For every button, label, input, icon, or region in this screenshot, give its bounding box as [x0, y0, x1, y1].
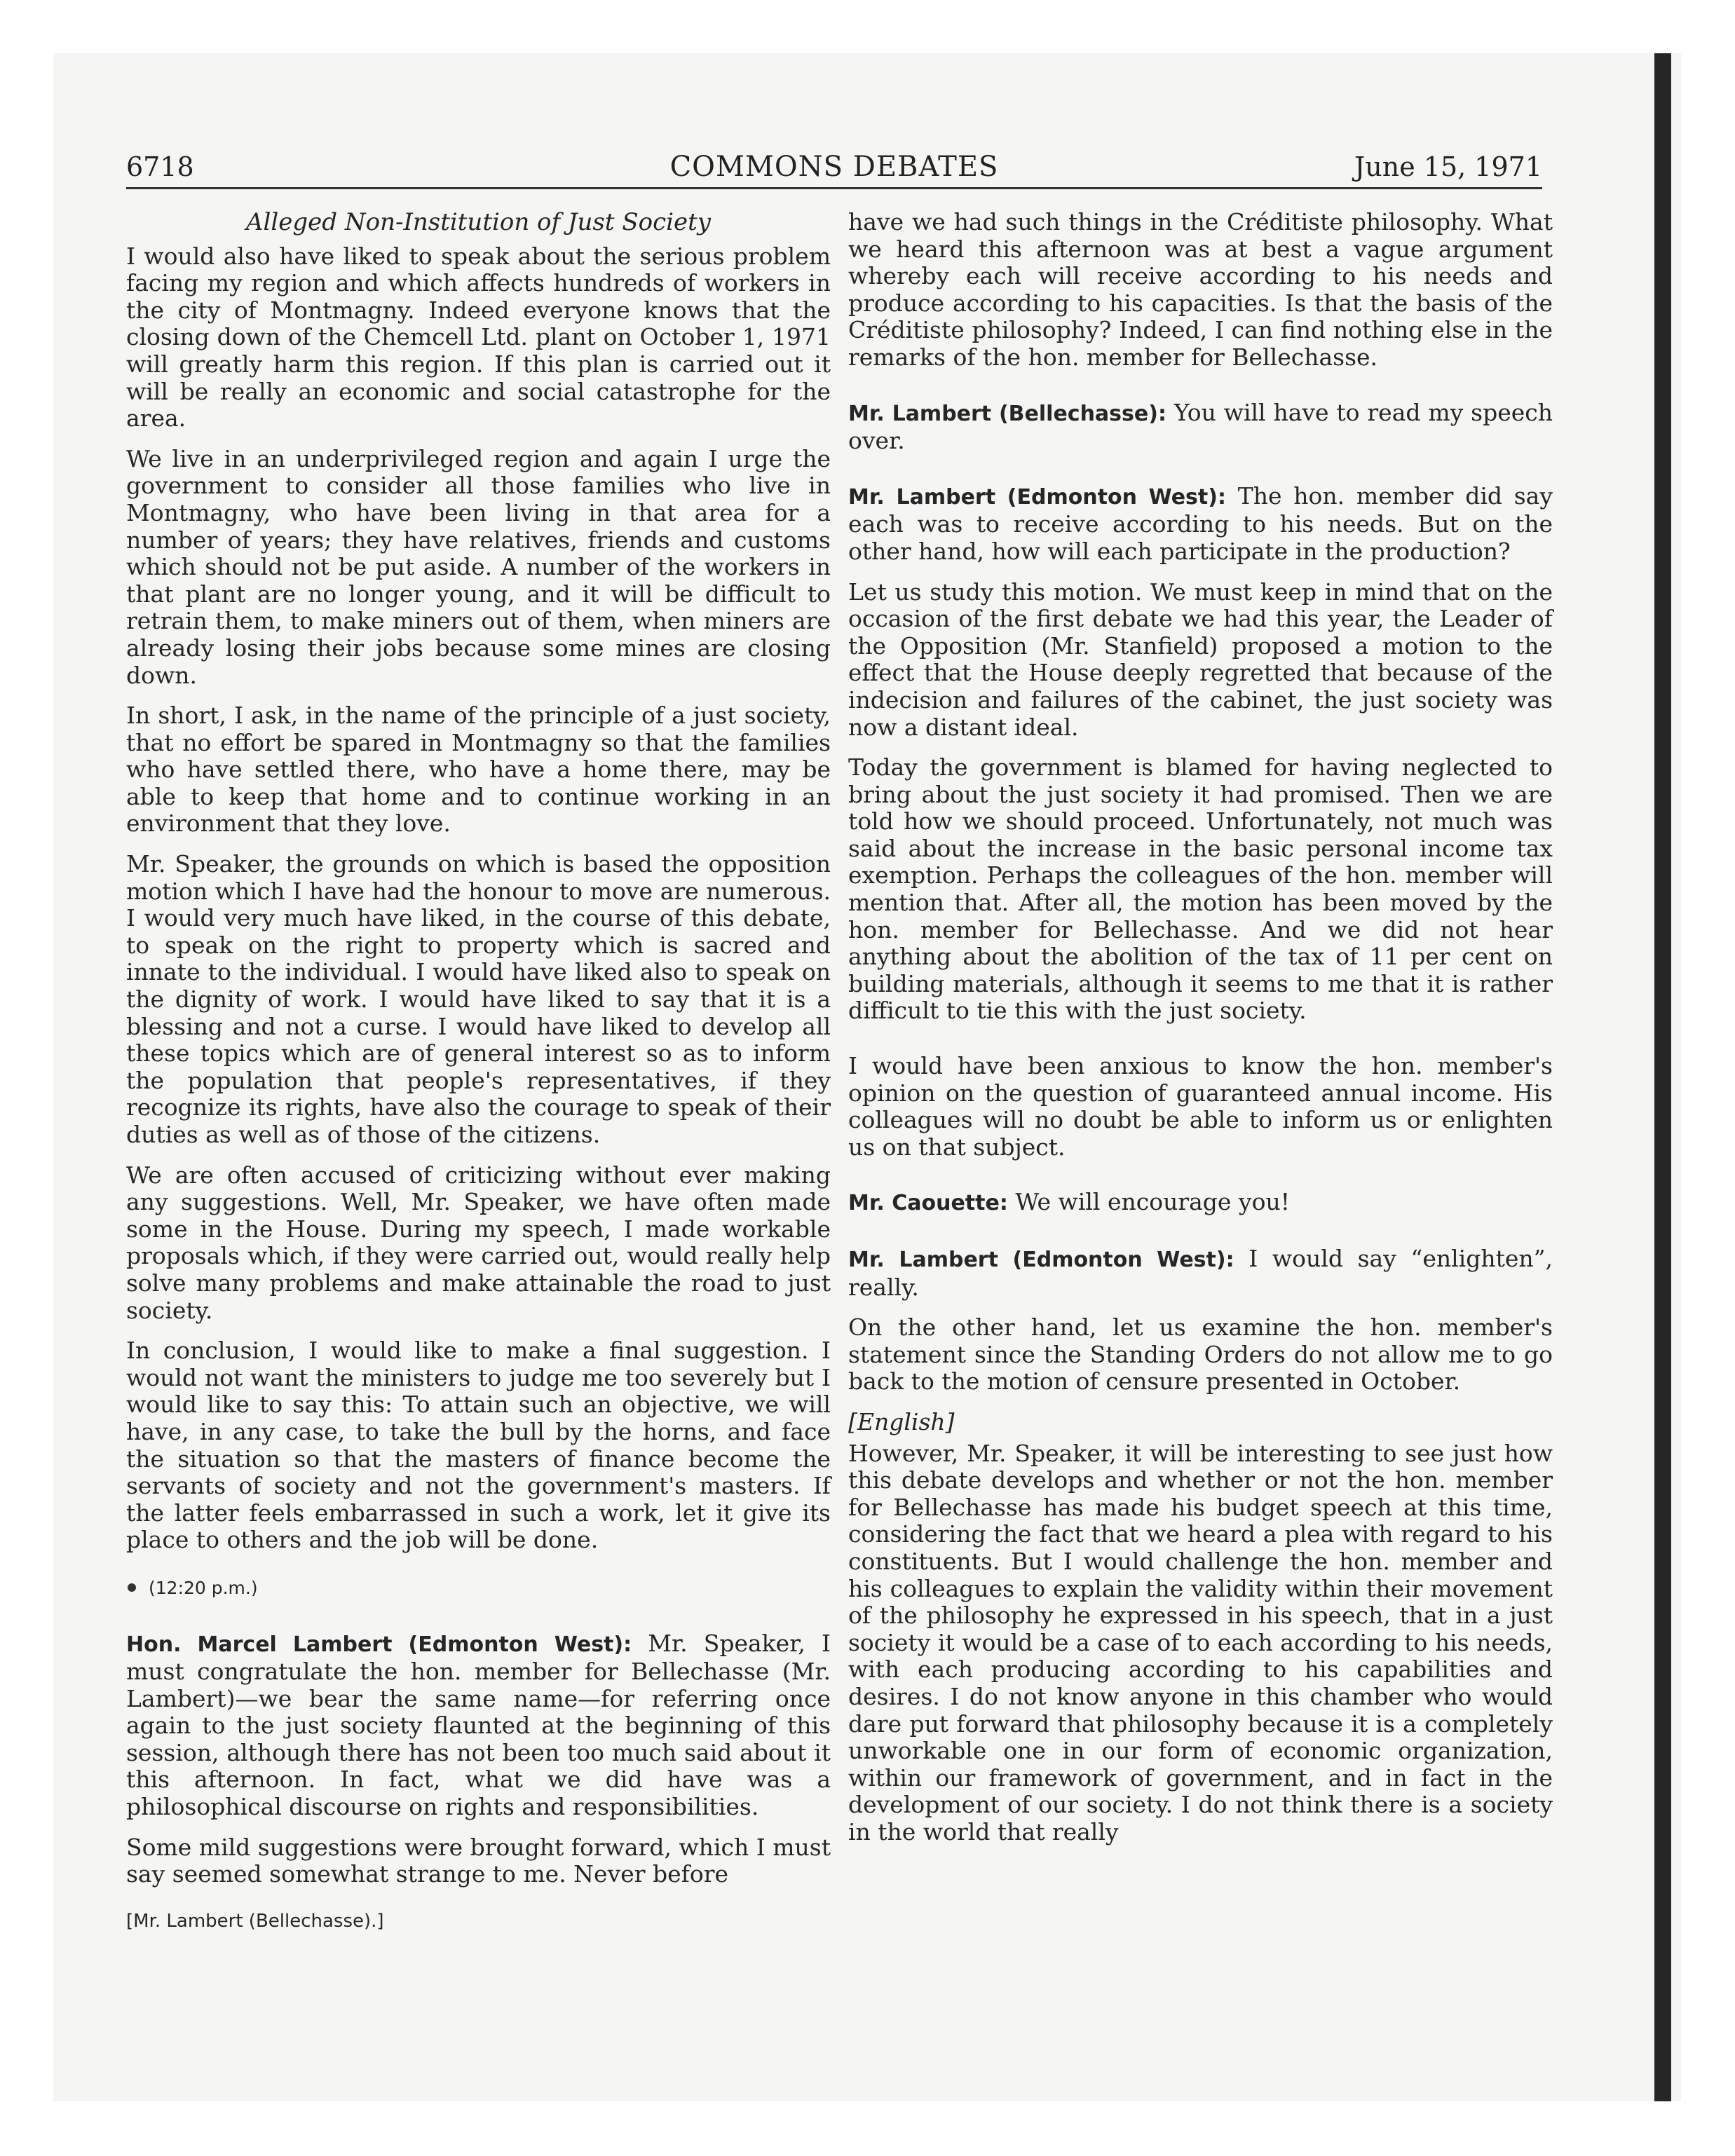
left-column — [126, 209, 831, 1935]
speech-paragraph — [848, 483, 1553, 566]
language-marker: [English] — [848, 1407, 955, 1435]
scan-edge-shadow — [1654, 53, 1671, 2101]
paragraph: On the other hand, let us examine the hon. member's statement since the Standing Orders do not allow me to go back to the motion of censure presented in October. — [848, 1314, 1553, 1396]
page-header — [126, 151, 1542, 189]
paragraph: have we had such things in the Créditiste philosophy. What we heard this afternoon was at best a vague argument whereby each will receive according to his needs and produce according to his capacities. Is that the basis of the Créditiste philosophy? Indeed, I can find nothing else in the remarks of the hon. member for Bellechasse. — [848, 208, 1553, 371]
speech-paragraph — [848, 1189, 1553, 1217]
paragraph: In conclusion, I would like to make a final suggestion. I would not want the ministers to judge me too severely but I would like to say this: To attain such an objective, we will have, in any case, to take the bull by the horns, and face the situation so that the masters of finance become the servants of society and not the government's masters. If the latter feels embarrassed in such a work, let it give its place to others and the job will be done. — [126, 1337, 831, 1554]
speaker-name: Mr. Caouette: — [848, 1191, 1008, 1216]
timestamp-text: (12:20 p.m.) — [149, 1577, 258, 1598]
paragraph: Let us study this motion. We must keep in mind that on the occasion of the first debate we had this year, the Leader of the Opposition (Mr. Stanfield) proposed a motion to the effect that the House deeply regretted that because of the indecision and failures of the cabinet, the just society was now a distant ideal. — [848, 578, 1553, 741]
page-date: June 15, 1971 — [1354, 151, 1542, 182]
section-subheading: Alleged Non-Institution of Just Society — [245, 208, 712, 236]
speech-text: You will have to read my speech over. — [848, 398, 1553, 455]
paragraph: I would also have liked to speak about the serious problem facing my region and which affects hundreds of workers in the city of Montmagny. Indeed everyone knows that the closing down of the Chemcell Ltd. plant on October 1, 1971 will greatly harm this region. If this plan is carried out it will be really an economic and social catastrophe for the area. — [126, 242, 831, 432]
paragraph: In short, I ask, in the name of the principle of a just society, that no effort be spared in Montmagny so that the families who have settled there, who have a home there, may be able to keep that home and to continue working in an environment that they love. — [126, 702, 831, 838]
paragraph: I would have been anxious to know the hon. member's opinion on the question of guaranteed annual income. His colleagues will no doubt be able to inform us or enlighten us on that subject. — [848, 1052, 1553, 1161]
speaker-name: Mr. Lambert (Bellechasse): — [848, 401, 1166, 426]
speaker-name: Mr. Lambert (Edmonton West): — [848, 484, 1226, 510]
speech-paragraph — [848, 1246, 1553, 1301]
bullet-icon — [128, 1583, 136, 1592]
paragraph: Some mild suggestions were brought forward, which I must say seemed somewhat strange to me. Never before — [126, 1833, 831, 1888]
speaker-name: Mr. Lambert (Edmonton West): — [848, 1248, 1234, 1272]
paragraph: Mr. Speaker, the grounds on which is based the opposition motion which I have had the honour to move are numerous. I would very much have liked, in the course of this debate, to speak on the right to property which is sacred and innate to the individual. I would have liked also to speak on the dignity of work. I would have liked to say that it is a blessing and not a curse. I would have liked to develop all these topics which are of general interest so as to inform the population that people's representatives, if they recognize its rights, have also the courage to speak of their duties as well as of those of the citizens. — [126, 850, 831, 1148]
speaker-name: Hon. Marcel Lambert (Edmonton West): — [126, 1632, 632, 1657]
paragraph: However, Mr. Speaker, it will be interesting to see just how this debate develops and whether or not the hon. member for Bellechasse has made his budget speech at this time, considering the fact that we heard a plea with regard to his constituents. But I would challenge the hon. member and his colleagues to explain the validity within their movement of the philosophy he expressed in his speech, that in a just society it would be a case of to each according to his needs, with each producing according to his capabilities and desires. I do not know anyone in this chamber who would dare put forward that philosophy because it is a completely unworkable one in our form of economic organization, within our framework of government, and in fact in the development of our society. I do not think there is a society in the world that really — [848, 1439, 1553, 1845]
right-column — [848, 209, 1553, 1859]
timestamp — [126, 1575, 831, 1602]
speech-text: Mr. Speaker, I must congratulate the hon. member for Bellechasse (Mr. Lambert)—we bear the same name—for referring once again to the just society flaunted at the beginning of this session, although there has not been too much said about it this afternoon. In fact, what we did have was a philosophical discourse on rights and responsibilities. — [126, 1629, 831, 1821]
speech-text: We will encourage you! — [1015, 1188, 1290, 1216]
speech-text: I would say “enlighten”, really. — [848, 1245, 1553, 1301]
speech-paragraph — [126, 1630, 831, 1821]
running-title: COMMONS DEBATES — [669, 151, 999, 183]
paragraph: Today the government is blamed for having neglected to bring about the just society it had promised. Then we are told how we should proceed. Unfortunately, not much was said about the increase in the basic personal income tax exemption. Perhaps the colleagues of the hon. member will mention that. After all, the motion has been moved by the hon. member for Bellechasse. And we did not hear anything about the abolition of the tax of 11 per cent on building materials, although it seems to me that it is rather difficult to tie this with the just society. — [848, 753, 1553, 1025]
page-number: 6718 — [126, 151, 194, 182]
speech-paragraph — [848, 400, 1553, 455]
paragraph: We live in an underprivileged region and again I urge the government to consider all those families who live in Montmagny, who have been living in that area for a number of years; they have relatives, friends and customs which should not be put aside. A number of the workers in that plant are no longer young, and it will be difficult to retrain them, to make miners out of them, when miners are already losing their jobs because some mines are closing down. — [126, 444, 831, 689]
speech-text: The hon. member did say each was to receive according to his needs. But on the other hand, how will each participate in the production? — [848, 482, 1553, 565]
speaker-attribution: [Mr. Lambert (Bellechasse).] — [126, 1910, 384, 1932]
paragraph: We are often accused of criticizing without ever making any suggestions. Well, Mr. Speaker, we have often made some in the House. During my speech, I made workable proposals which, if they were carried out, would really help solve many problems and make attainable the road to just society. — [126, 1161, 831, 1324]
